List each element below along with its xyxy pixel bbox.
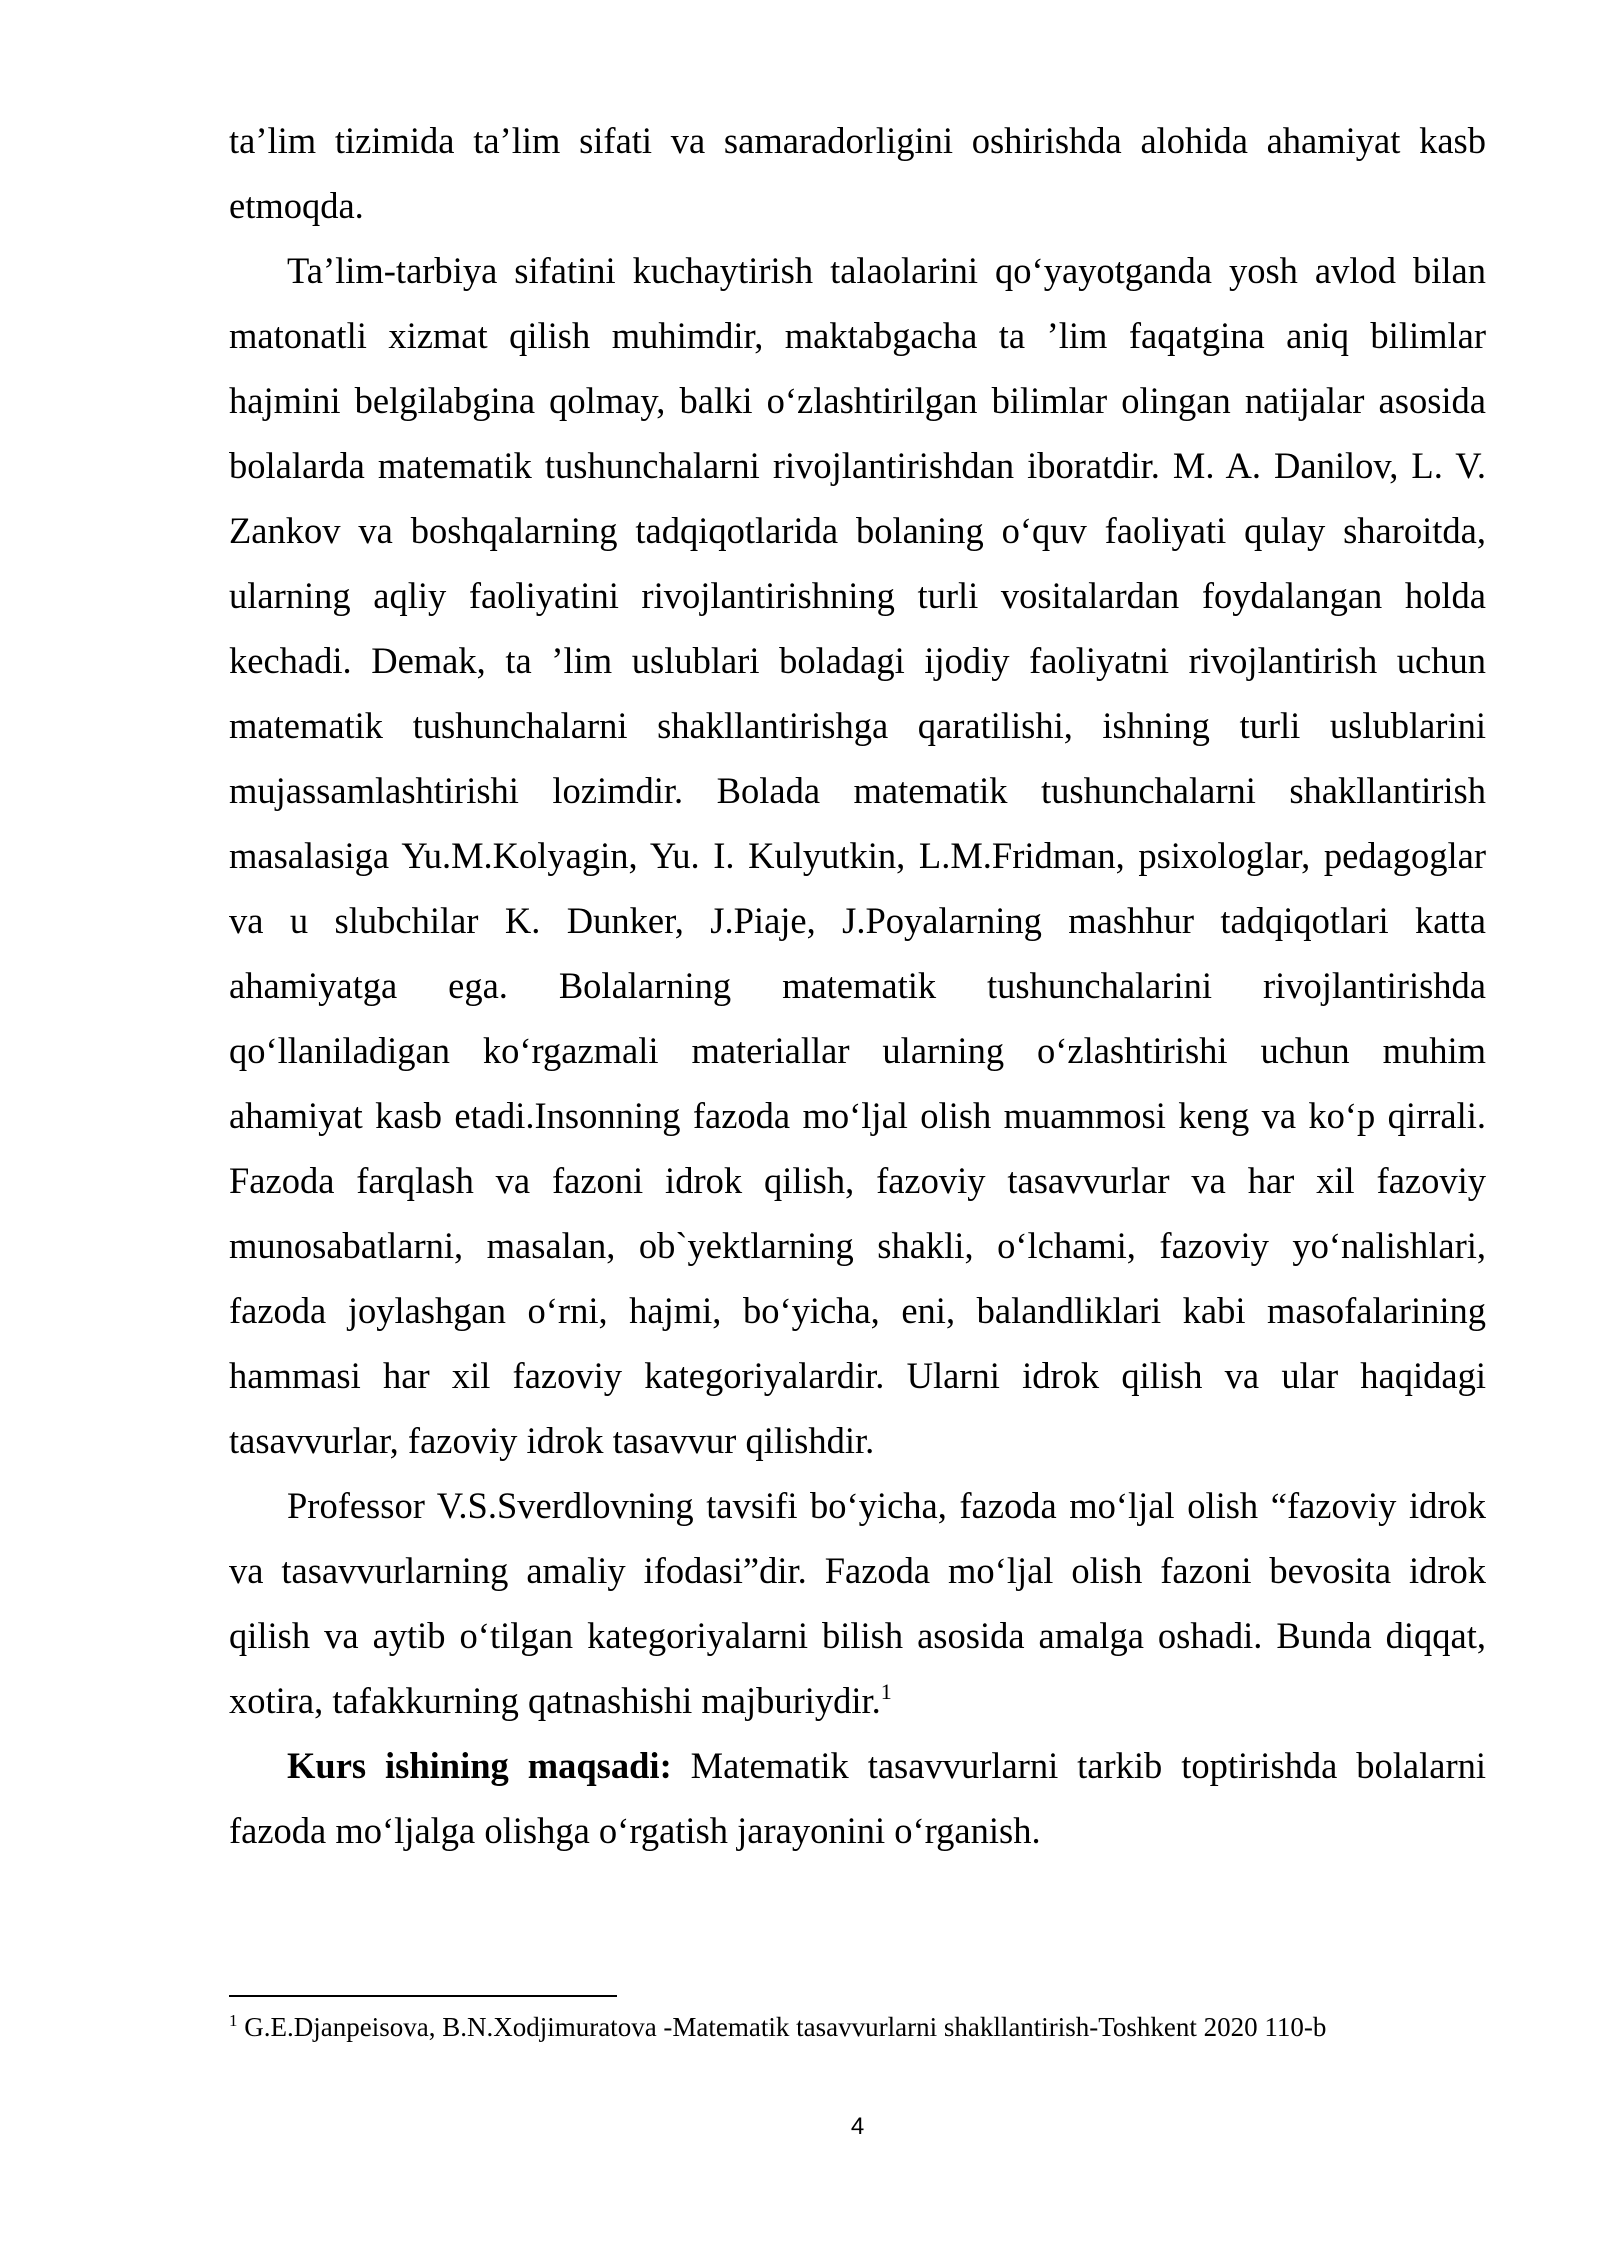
footnote-marker: 1 (229, 2011, 238, 2030)
page-number: 4 (850, 2113, 865, 2140)
footnote-text: G.E.Djanpeisova, B.N.Xodjimuratova -Matematik tasavvurlarni shakllantirish-Toshkent 2020 110-b (237, 2012, 1327, 2042)
paragraph-sverdlov (229, 1473, 1486, 1733)
paragraph-education-quality: Ta’lim-tarbiya sifatini kuchaytirish talaolarini qo‘yayotganda yosh avlod bilan matonatli xizmat qilish muhimdir, maktabgacha ta ’lim faqatgina aniq bilimlar hajmini belgilabgina qolmay, balki o‘zlashtirilgan bilimlar olingan natijalar asosida bolalarda matematik tushunchalarni rivojlantirishdan iboratdir. M. A. Danilov, L. V. Zankov va boshqalarning tadqiqotlarida bolaning o‘quv faoliyati qulay sharoitda, ularning aqliy faoliyatini rivojlantirishning turli vositalardan foydalangan holda kechadi. Demak, ta ’lim uslublari boladagi ijodiy faoliyatni rivojlantirish uchun matematik tushunchalarni shakllantirishga qaratilishi, ishning turli uslublarini mujassamlashtirishi lozimdir. Bolada matematik tushunchalarni shakllantirish masalasiga Yu.M.Kolyagin, Yu. I. Kulyutkin, L.M.Fridman, psixologlar, pedagoglar va u slubchilar K. Dunker, J.Piaje, J.Poyalarning mashhur tadqiqotlari katta ahamiyatga ega. Bolalarning matematik tushunchalarini rivojlantirishda qo‘llaniladigan ko‘rgazmali materiallar ularning o‘zlashtirishi uchun muhim ahamiyat kasb etadi.Insonning fazoda mo‘ljal olish muammosi keng va ko‘p qirrali. Fazoda farqlash va fazoni idrok qilish, fazoviy tasavvurlar va har xil fazoviy munosabatlarni, masalan, ob`yektlarning shakli, o‘lchami, fazoviy yo‘nalishlari, fazoda joylashgan o‘rni, hajmi, bo‘yicha, eni, balandliklari kabi masofalarining hammasi har xil fazoviy kategoriyalardir. Ularni idrok qilish va ular haqidagi tasavvurlar, fazoviy idrok tasavvur qilishdir. (229, 250, 1486, 1461)
paragraph-course-goal (229, 1733, 1486, 1863)
paragraph-continuation: ta’lim tizimida ta’lim sifati va samaradorligini oshirishda alohida ahamiyat kasb etmoqda. (229, 120, 1486, 226)
main-text (229, 108, 1486, 1863)
footnote-reference[interactable]: 1 (880, 1679, 892, 1704)
course-goal-text: Matematik tasavvurlarni tarkib toptirishda bolalarni fazoda mo‘ljalga olishga o‘rgatish jarayonini o‘rganish. (229, 1745, 1487, 1851)
paragraph-sverdlov-text: Professor V.S.Sverdlovning tavsifi bo‘yicha, fazoda mo‘ljal olish “fazoviy idrok va tasavvurlarning amaliy ifodasi”dir. Fazoda mo‘ljal olish fazoni bevosita idrok qilish va aytib o‘tilgan kategoriyalarni bilish asosida amalga oshadi. Bunda diqqat, xotira, tafakkurning qatnashishi majburiydir. (229, 1485, 1486, 1721)
course-goal-label: Kurs ishining maqsadi: (287, 1745, 672, 1786)
footnote (229, 2010, 1486, 2044)
footnote-separator (229, 1995, 617, 1997)
